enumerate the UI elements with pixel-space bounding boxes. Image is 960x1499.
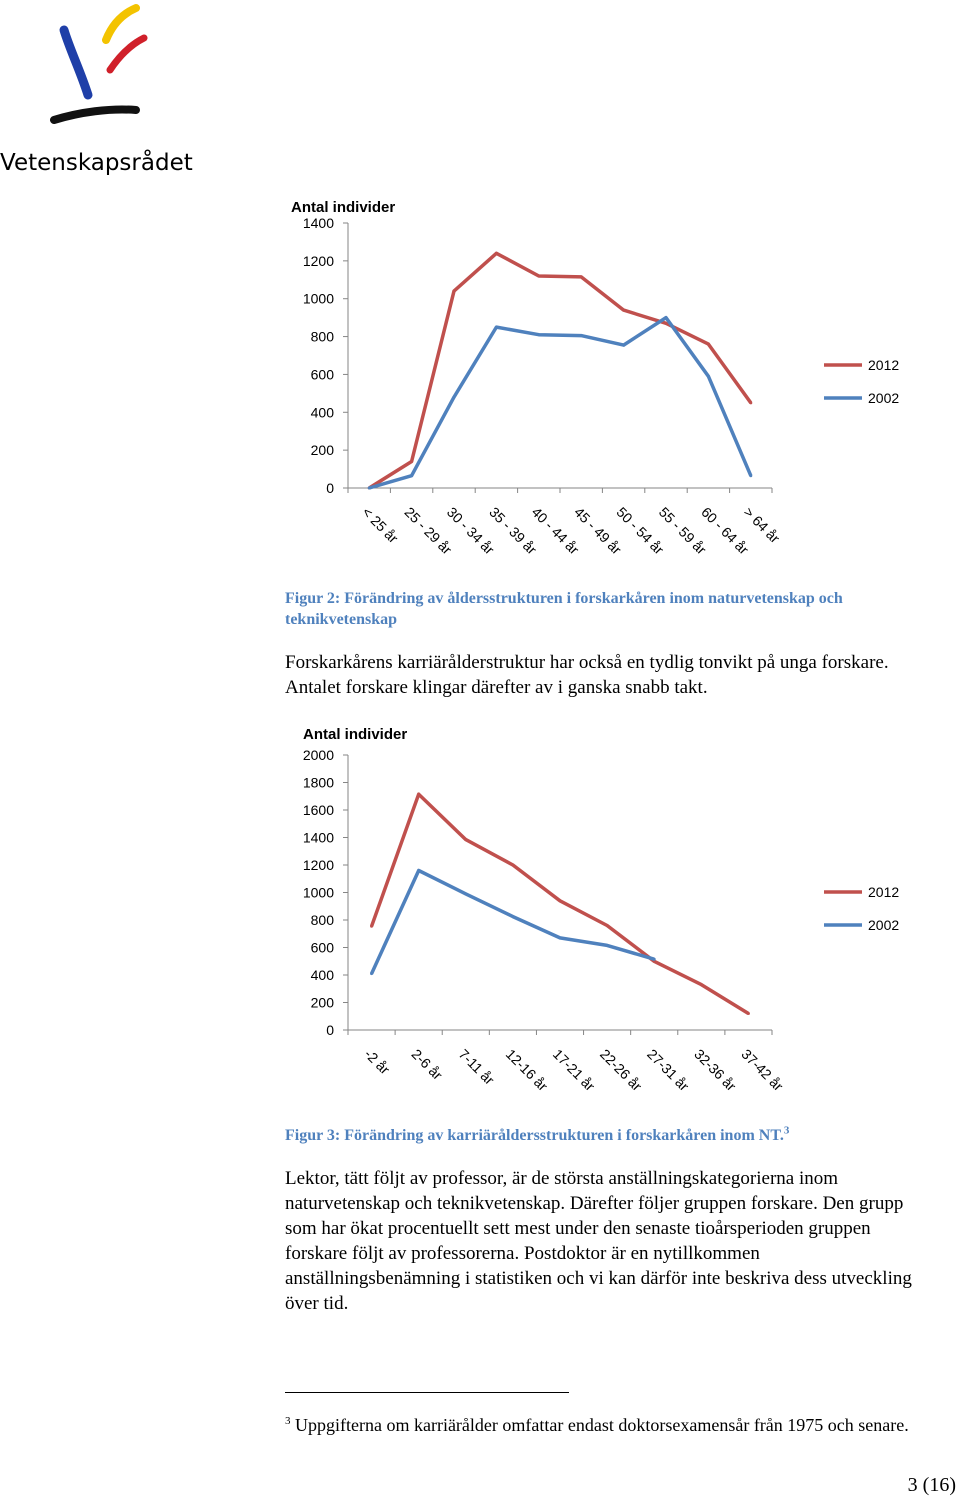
figure2-caption: Figur 2: Förändring av åldersstrukturen i forskarkåren inom naturvetenskap och teknikvetenskap (285, 590, 843, 628)
y-tick-label: 400 (310, 404, 334, 421)
y-tick-label: 1600 (302, 802, 334, 818)
data-point-2002 (580, 334, 583, 337)
x-tick-label: 7-11 år (455, 1045, 498, 1088)
data-point-2002 (653, 958, 656, 961)
data-point-2012 (606, 924, 609, 927)
data-point-2002 (749, 474, 752, 477)
figure3-caption (285, 1125, 925, 1146)
x-tick-label: > 64 år (740, 503, 784, 547)
data-point-2002 (417, 869, 420, 872)
data-point-2002 (410, 474, 413, 477)
paragraph-2: Lektor, tätt följt av professor, är de största anställningskategorierna inom naturvetenskap och teknikvetenskap. Därefter följer gruppen forskare. Den grupp som har ökat procentuellt sett mest under den senaste tioårsperioden gruppen forskare följt av professorerna. Postdoktor är en nytillkommen anställningsbenämning i statistiken och vi kan därför inte beskriva dess utveckling över tid. (285, 1168, 912, 1314)
data-point-2002 (665, 316, 668, 319)
data-point-2002 (453, 396, 456, 399)
figure3-caption-text: Figur 3: Förändring av karriäråldersstrukturen i forskarkåren inom NT. (285, 1127, 784, 1144)
data-point-2012 (700, 983, 703, 986)
y-tick-label: 800 (310, 912, 334, 928)
data-point-2002 (370, 972, 373, 975)
legend-label-2002: 2002 (868, 390, 900, 406)
x-tick-label: 32-36 år (691, 1045, 740, 1095)
x-tick-label: 25 - 29 år (401, 503, 456, 558)
data-point-2002 (464, 892, 467, 895)
data-point-2002 (707, 375, 710, 378)
y-tick-label: 1400 (302, 829, 334, 846)
x-tick-label: 27-31 år (644, 1045, 693, 1095)
y-tick-label: 400 (310, 967, 334, 983)
data-point-2002 (511, 915, 514, 918)
data-point-2012 (537, 275, 540, 278)
data-point-2012 (511, 864, 514, 867)
x-tick-label: 30 - 34 år (443, 503, 498, 558)
data-point-2002 (537, 333, 540, 336)
data-point-2012 (453, 290, 456, 293)
y-axis-label: Antal individer (291, 199, 396, 216)
x-tick-label: 45 - 49 år (571, 503, 625, 558)
data-point-2012 (580, 275, 583, 278)
data-point-2012 (665, 322, 668, 325)
logo-yellow-stroke (106, 8, 136, 40)
y-tick-label: 200 (310, 442, 334, 459)
x-tick-label: 40 - 44 år (528, 503, 583, 558)
footnote-text: Uppgifterna om karriärålder omfattar endast doktorsexamensår från 1975 och senare. (295, 1415, 909, 1435)
y-tick-label: 0 (326, 480, 334, 496)
data-point-2012 (370, 925, 373, 928)
age-structure-chart (0, 190, 960, 570)
data-point-2012 (559, 899, 562, 902)
footnote-marker: 3 (285, 1415, 291, 1427)
y-tick-label: 200 (310, 994, 334, 1011)
footnote-ref: 3 (783, 1124, 790, 1137)
y-tick-label: 600 (310, 366, 334, 383)
logo-red-stroke (110, 38, 144, 70)
y-tick-label: 1800 (302, 774, 334, 791)
data-point-2002 (368, 487, 371, 490)
career-age-chart (0, 720, 960, 1105)
legend-label-2012: 2012 (868, 357, 900, 373)
data-point-2002 (606, 944, 609, 947)
org-name: Vetenskapsrådet (0, 150, 193, 176)
data-point-2012 (749, 401, 752, 404)
data-point-2002 (495, 326, 498, 329)
x-tick-label: 35 - 39 år (486, 503, 540, 558)
page-number: 3 (16) (907, 1474, 956, 1496)
x-tick-label: 17-21 år (549, 1045, 599, 1095)
y-tick-label: 1000 (302, 290, 334, 307)
x-tick-label: 37-42 år (738, 1045, 787, 1095)
data-point-2002 (559, 936, 562, 939)
x-tick-label: 2-6 år (408, 1045, 446, 1083)
y-tick-label: 1200 (302, 252, 334, 269)
paragraph-1: Forskarkårens karriärålderstruktur har också en tydlig tonvikt på unga forskare. Antalet forskare klingar därefter av i ganska snabb takt. (285, 652, 889, 698)
footnote-divider (285, 1392, 569, 1393)
y-tick-label: 1000 (302, 884, 334, 901)
y-tick-label: 2000 (302, 747, 334, 763)
logo-black-stroke (54, 109, 136, 120)
x-tick-label: 60 - 64 år (698, 503, 752, 558)
data-point-2002 (622, 344, 625, 347)
legend-label-2012: 2012 (868, 884, 900, 900)
y-tick-label: 0 (326, 1022, 334, 1038)
x-tick-label: -2 år (361, 1045, 394, 1078)
data-point-2012 (495, 252, 498, 255)
vetenskapsradet-logo (40, 0, 160, 130)
data-point-2012 (464, 838, 467, 841)
y-tick-label: 1400 (302, 215, 334, 231)
x-tick-label: 12-16 år (502, 1045, 551, 1095)
logo-blue-stroke (64, 30, 88, 95)
series-line-2012 (372, 794, 749, 1013)
x-tick-label: 50 - 54 år (613, 503, 668, 558)
x-tick-label: 22-26 år (596, 1045, 646, 1095)
footnote (285, 1414, 935, 1437)
y-tick-label: 600 (310, 939, 334, 956)
data-point-2012 (622, 309, 625, 312)
x-tick-label: 55 - 59 år (655, 503, 710, 558)
data-point-2012 (410, 460, 413, 463)
data-point-2012 (417, 793, 420, 796)
data-point-2012 (747, 1012, 750, 1015)
y-tick-label: 1200 (302, 857, 334, 873)
y-axis-label: Antal individer (303, 726, 408, 743)
y-tick-label: 800 (310, 328, 334, 345)
series-line-2012 (369, 253, 751, 488)
series-line-2002 (372, 871, 655, 974)
x-tick-label: < 25 år (359, 503, 402, 547)
data-point-2012 (707, 343, 710, 346)
legend-label-2002: 2002 (868, 917, 900, 933)
